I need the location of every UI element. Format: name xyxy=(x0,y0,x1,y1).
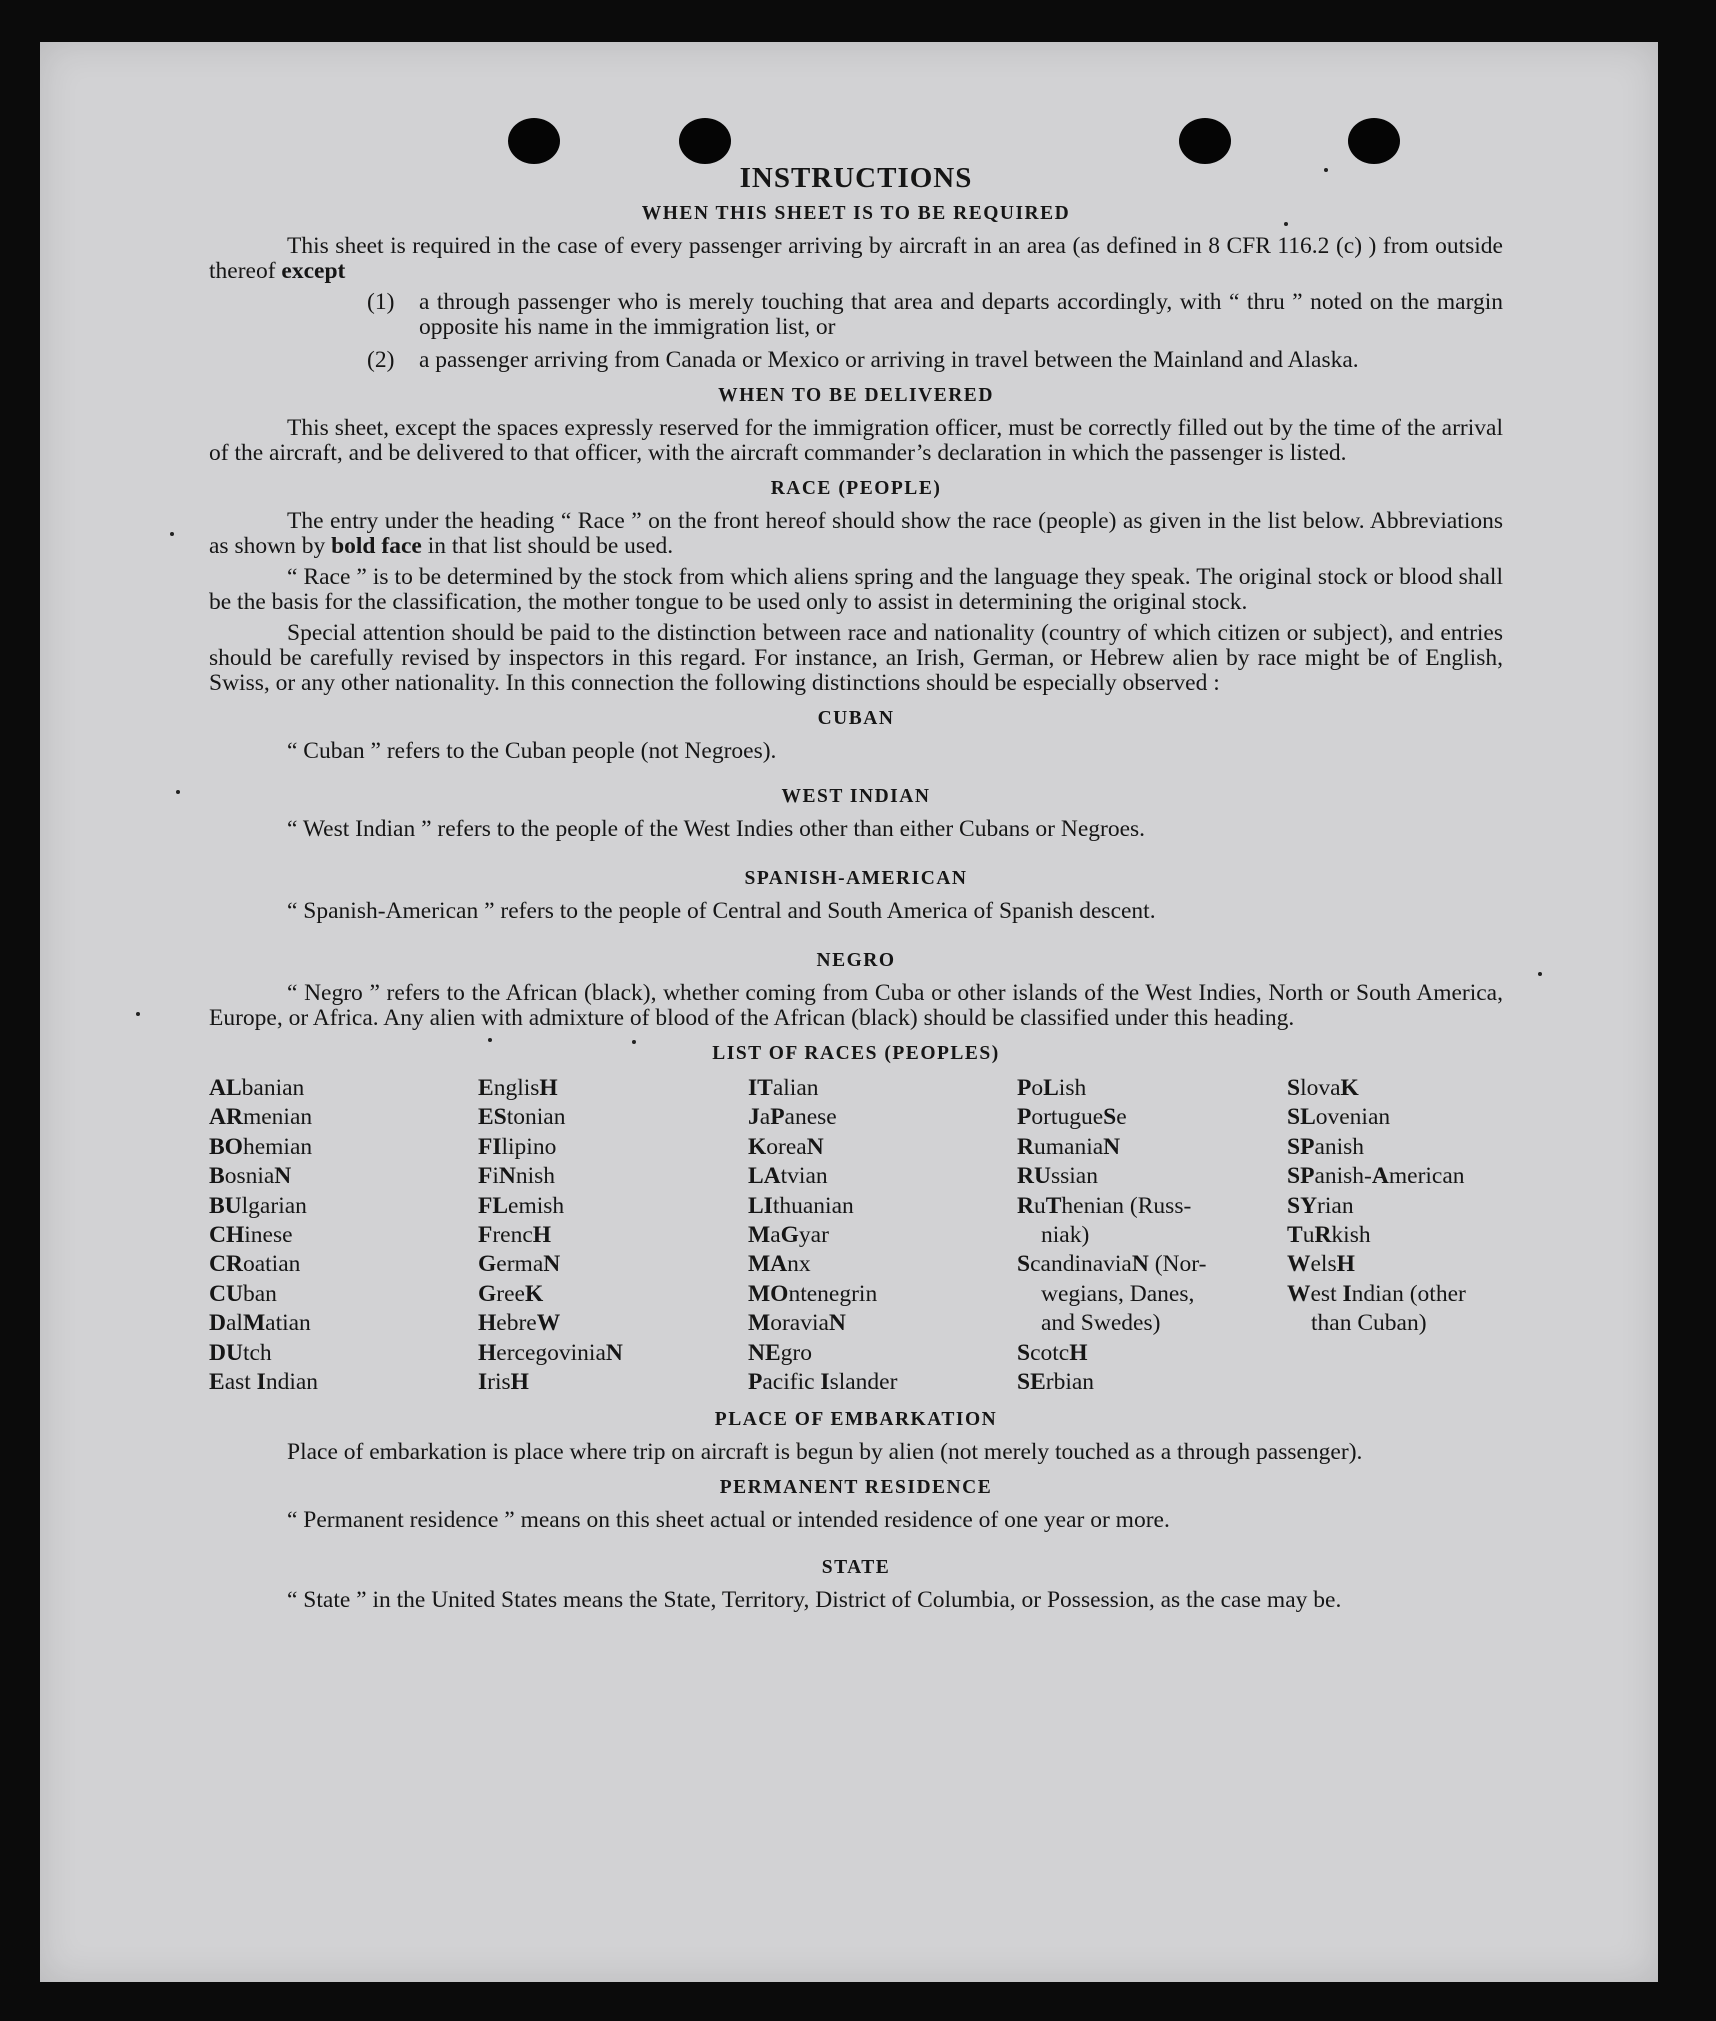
race-entry xyxy=(1017,1162,1287,1191)
race-text: wegians, Danes, xyxy=(1041,1280,1195,1307)
race-abbreviation: BO xyxy=(209,1133,243,1160)
race-entry xyxy=(478,1309,748,1338)
race-entry xyxy=(209,1074,478,1103)
race-entry xyxy=(1287,1250,1503,1279)
race-text: rian xyxy=(1317,1192,1354,1219)
race-text: kish xyxy=(1331,1222,1371,1249)
race-entry xyxy=(748,1250,1017,1279)
race-abbreviation: H xyxy=(532,1222,552,1249)
race-entry xyxy=(748,1221,1017,1250)
race-text: ntenegrin xyxy=(788,1280,878,1307)
race-abbreviation: W xyxy=(1287,1251,1311,1278)
race-entry xyxy=(1287,1103,1503,1132)
race-entry xyxy=(1017,1250,1287,1279)
race-text: and Swedes) xyxy=(1041,1310,1161,1337)
race-entry xyxy=(1287,1162,1503,1191)
intro-except: except xyxy=(281,258,346,284)
race-abbreviation: N xyxy=(274,1163,292,1190)
race-text: est xyxy=(1310,1280,1343,1307)
heading-list-of-races: LIST OF RACES (PEOPLES) xyxy=(712,1043,1000,1064)
instructions-content xyxy=(209,162,1503,1619)
race-text: ndian (other xyxy=(1351,1280,1466,1307)
race-text: nglis xyxy=(493,1075,540,1101)
race-entry xyxy=(748,1192,1017,1221)
when-required-intro xyxy=(209,234,1503,284)
race-abbreviation: G xyxy=(478,1280,497,1307)
race-text: a xyxy=(770,1222,781,1249)
race-text: ssian xyxy=(1050,1163,1098,1190)
race-abbreviation: H xyxy=(478,1310,497,1337)
race-abbreviation: N xyxy=(1131,1251,1149,1278)
race-abbreviation: M xyxy=(748,1310,771,1337)
race-abbreviation: T xyxy=(1287,1222,1303,1249)
race-text: ree xyxy=(496,1280,525,1307)
race-abbreviation: K xyxy=(748,1133,767,1160)
race-text: u xyxy=(1302,1222,1315,1249)
race-text: oatian xyxy=(242,1251,301,1278)
race-text: a xyxy=(759,1104,771,1131)
race-abbreviation: ES xyxy=(478,1104,507,1131)
race-abbreviation: W xyxy=(1287,1280,1311,1307)
west-indian-text: “ West Indian ” refers to the people of the West Indies other than either Cubans or Negroes. xyxy=(287,816,1146,842)
race-text: slander xyxy=(829,1369,898,1396)
race-text: rbian xyxy=(1045,1369,1095,1396)
race-entry xyxy=(1017,1309,1287,1338)
race-abbreviation: E xyxy=(209,1369,225,1396)
race-entry xyxy=(478,1221,748,1250)
race-abbreviation: N xyxy=(498,1163,516,1190)
race-text: ortugue xyxy=(1031,1104,1104,1131)
race-text: The entry under the heading “ Race ” on the front hereof should show the race (people) as given in the list below. Abbreviations as shown by xyxy=(209,508,1503,559)
race-abbreviation: F xyxy=(478,1163,493,1190)
race-text: i xyxy=(492,1163,499,1190)
race-abbreviation: SP xyxy=(1287,1133,1315,1160)
race-abbreviation: P xyxy=(770,1104,785,1131)
heading-cuban: CUBAN xyxy=(817,708,895,729)
race-abbreviation: P xyxy=(1017,1075,1032,1101)
race-abbreviation: G xyxy=(478,1251,497,1278)
race-text: osnia xyxy=(224,1163,275,1190)
state-text: “ State ” in the United States means the State, Territory, District of Columbia, or Possession, as the case may be. xyxy=(287,1587,1342,1614)
race-text: ris xyxy=(487,1369,511,1396)
heading-spanish-american: SPANISH-AMERICAN xyxy=(744,868,968,889)
race-abbreviation: J xyxy=(748,1104,760,1131)
race-text: gro xyxy=(780,1339,812,1366)
race-abbreviation: S xyxy=(1017,1339,1031,1366)
speck xyxy=(1538,972,1542,976)
race-entry xyxy=(209,1221,478,1250)
race-text: tvian xyxy=(780,1163,828,1190)
heading-state: STATE xyxy=(821,1557,891,1579)
embarkation-text: Place of embarkation is place where trip on aircraft is begun by alien (not merely touched as a through passenger). xyxy=(287,1439,1363,1466)
race-abbreviation: H xyxy=(1069,1339,1088,1366)
race-text: orea xyxy=(766,1133,807,1160)
race-abbreviation: IT xyxy=(748,1075,773,1101)
race-text: al xyxy=(225,1310,243,1337)
race-text: ast xyxy=(224,1369,257,1396)
race-paragraph: “ Race ” is to be determined by the stock from which aliens spring and the language they speak. The original stock or blood shall be the basis for the classification, the mother tongue to be used only to assist in determining the original stock. xyxy=(209,564,1503,615)
race-entry xyxy=(478,1368,748,1397)
race-abbreviation: SE xyxy=(1017,1369,1046,1396)
exception-item xyxy=(209,290,1503,340)
race-abbreviation: W xyxy=(536,1310,561,1337)
race-text: ish xyxy=(1058,1075,1087,1101)
race-column xyxy=(1017,1074,1287,1397)
race-abbreviation: D xyxy=(209,1310,226,1337)
race-abbreviation: NE xyxy=(748,1339,781,1366)
race-entry xyxy=(748,1133,1017,1162)
race-text: ercegovinia xyxy=(496,1339,606,1366)
race-abbreviation: I xyxy=(478,1369,488,1396)
race-abbreviation: R xyxy=(1314,1222,1332,1249)
race-text: ovenian xyxy=(1315,1104,1391,1131)
race-text: (Nor- xyxy=(1148,1251,1207,1278)
race-entry xyxy=(478,1250,748,1279)
race-entry xyxy=(209,1339,478,1368)
race-abbreviation: H xyxy=(539,1075,558,1101)
race-abbreviation: FL xyxy=(478,1192,509,1219)
race-entry xyxy=(1017,1221,1287,1250)
race-abbreviation: S xyxy=(1017,1251,1031,1278)
cuban-text: “ Cuban ” refers to the Cuban people (not Negroes). xyxy=(287,738,777,764)
race-entry xyxy=(478,1162,748,1191)
race-entry xyxy=(748,1074,1017,1103)
race-abbreviation: MO xyxy=(748,1280,789,1307)
race-text: lipino xyxy=(501,1133,557,1160)
item-text: a passenger arriving from Canada or Mexico or arriving in travel between the Mainland and Alaska. xyxy=(419,347,1359,373)
race-abbreviation: N xyxy=(828,1310,846,1337)
heading-embarkation: PLACE OF EMBARKATION xyxy=(714,1409,998,1431)
race-paragraph: Special attention should be paid to the distinction between race and nationality (country of which citizen or subject), and entries should be carefully revised by inspectors in this regard. For instance, an Irish, German, or Hebrew alien by race might be of English, Swiss, or any other nationality. In this connection the following distinctions should be especially observed : xyxy=(209,620,1503,696)
race-text: umania xyxy=(1033,1133,1104,1160)
race-entry xyxy=(1017,1133,1287,1162)
heading-residence: PERMANENT RESIDENCE xyxy=(719,1477,993,1499)
punch-hole xyxy=(679,118,731,164)
race-entry xyxy=(1017,1368,1287,1397)
race-abbreviation: N xyxy=(1103,1133,1121,1160)
race-entry xyxy=(748,1280,1017,1309)
race-text: in that list should be used. xyxy=(421,533,674,559)
race-entry xyxy=(478,1103,748,1132)
race-entry xyxy=(209,1103,478,1132)
exception-item xyxy=(209,348,1503,373)
heading-when-required: WHEN THIS SHEET IS TO BE REQUIRED xyxy=(641,203,1071,224)
race-text: inese xyxy=(244,1222,293,1249)
race-text: nx xyxy=(787,1251,811,1278)
race-paragraph xyxy=(209,509,1503,559)
race-entry xyxy=(1017,1103,1287,1132)
race-text: ebre xyxy=(496,1310,537,1337)
heading-race: RACE (PEOPLE) xyxy=(770,478,942,499)
race-text: yar xyxy=(798,1222,829,1249)
race-entry xyxy=(209,1250,478,1279)
speck xyxy=(170,532,174,536)
race-column xyxy=(209,1074,478,1397)
residence-text: “ Permanent residence ” means on this sheet actual or intended residence of one year or more. xyxy=(287,1507,1170,1534)
race-abbreviation: M xyxy=(242,1310,266,1337)
race-text: banian xyxy=(241,1075,305,1101)
race-text: alian xyxy=(772,1075,819,1101)
race-abbreviation: I xyxy=(820,1369,830,1396)
race-abbreviation: R xyxy=(1017,1133,1034,1160)
race-entry xyxy=(478,1074,748,1103)
heading-when-delivered: WHEN TO BE DELIVERED xyxy=(718,385,994,406)
race-abbreviation: CH xyxy=(209,1222,245,1249)
race-abbreviation: AR xyxy=(209,1104,243,1131)
race-text: lgarian xyxy=(241,1192,307,1219)
page-title: INSTRUCTIONS xyxy=(739,162,973,194)
race-entry xyxy=(209,1162,478,1191)
race-text: hemian xyxy=(242,1133,313,1160)
race-abbreviation: MA xyxy=(748,1251,788,1278)
race-entry xyxy=(1017,1339,1287,1368)
race-abbreviation: S xyxy=(1103,1104,1117,1131)
heading-west-indian: WEST INDIAN xyxy=(781,786,931,807)
race-abbreviation: H xyxy=(510,1369,529,1396)
race-abbreviation: K xyxy=(1340,1075,1359,1101)
race-text: els xyxy=(1310,1251,1337,1278)
race-abbreviation: LA xyxy=(748,1163,781,1190)
race-abbreviation: S xyxy=(1287,1075,1301,1101)
race-entry xyxy=(209,1309,478,1338)
race-text: henian (Russ- xyxy=(1061,1192,1192,1219)
race-text: ndian xyxy=(265,1369,319,1396)
race-abbreviation: H xyxy=(1336,1251,1355,1278)
punch-hole xyxy=(508,118,560,164)
race-abbreviation: AL xyxy=(209,1075,242,1101)
race-entry xyxy=(1287,1221,1503,1250)
race-bold-face: bold face xyxy=(331,533,422,559)
race-abbreviation: P xyxy=(1017,1104,1032,1131)
item-text: a through passenger who is merely touching that area and departs accordingly, with “ thru ” noted on the margin opposite his name in the immigration list, or xyxy=(419,289,1503,340)
race-text: o xyxy=(1031,1075,1044,1101)
race-text: renc xyxy=(492,1222,533,1249)
race-abbreviation: I xyxy=(256,1369,266,1396)
race-text: ban xyxy=(242,1280,277,1307)
race-text: niak) xyxy=(1041,1222,1090,1249)
race-abbreviation: F xyxy=(478,1222,493,1249)
race-entry xyxy=(748,1162,1017,1191)
race-entry xyxy=(209,1192,478,1221)
race-text: anish- xyxy=(1314,1163,1372,1190)
race-abbreviation: SY xyxy=(1287,1192,1318,1219)
race-entry xyxy=(748,1309,1017,1338)
race-text: tonian xyxy=(506,1104,566,1131)
race-entry xyxy=(748,1103,1017,1132)
item-number: (2) xyxy=(367,347,395,373)
race-abbreviation: SL xyxy=(1287,1104,1316,1131)
race-abbreviation: B xyxy=(209,1163,225,1190)
race-abbreviation: N xyxy=(806,1133,824,1160)
race-text: emish xyxy=(508,1192,565,1219)
race-text: acific xyxy=(762,1369,821,1396)
race-abbreviation: K xyxy=(524,1280,544,1307)
race-entry xyxy=(1017,1074,1287,1103)
race-column xyxy=(478,1074,748,1397)
race-text: anish xyxy=(1314,1133,1365,1160)
race-text: u xyxy=(1033,1192,1046,1219)
race-text: candinavia xyxy=(1030,1251,1132,1278)
speck xyxy=(136,1012,140,1016)
race-text: oravia xyxy=(770,1310,829,1337)
item-number: (1) xyxy=(367,289,395,315)
race-text: than Cuban) xyxy=(1311,1310,1427,1337)
race-entry xyxy=(1287,1309,1503,1338)
race-abbreviation: I xyxy=(1342,1280,1352,1307)
race-text: anese xyxy=(784,1104,837,1131)
race-entry xyxy=(748,1368,1017,1397)
race-text: e xyxy=(1116,1104,1127,1131)
punch-hole xyxy=(1179,118,1231,164)
race-abbreviation: P xyxy=(748,1369,763,1396)
race-abbreviation: R xyxy=(1017,1192,1034,1219)
race-abbreviation: CU xyxy=(209,1280,243,1307)
race-entry xyxy=(1287,1192,1503,1221)
race-abbreviation: FI xyxy=(478,1133,502,1160)
race-text: cotc xyxy=(1030,1339,1070,1366)
races-table xyxy=(209,1074,1503,1397)
race-abbreviation: N xyxy=(543,1251,561,1278)
negro-text: “ Negro ” refers to the African (black), whether coming from Cuba or other islands of the West Indies, North or South America, Europe, or Africa. Any alien with admixture of blood of the African (black) should be classified under this heading. xyxy=(209,980,1503,1031)
race-abbreviation: LI xyxy=(748,1192,773,1219)
race-entry xyxy=(478,1133,748,1162)
race-column xyxy=(748,1074,1017,1397)
race-abbreviation: BU xyxy=(209,1192,242,1219)
race-text: lova xyxy=(1300,1075,1341,1101)
race-column xyxy=(1287,1074,1503,1397)
race-entry xyxy=(1287,1280,1503,1309)
race-abbreviation: L xyxy=(1043,1075,1059,1101)
race-entry xyxy=(209,1280,478,1309)
race-abbreviation: DU xyxy=(209,1339,243,1366)
race-abbreviation: T xyxy=(1045,1192,1062,1219)
race-abbreviation: H xyxy=(478,1339,497,1366)
when-delivered-text: This sheet, except the spaces expressly reserved for the immigration officer, must be correctly filled out by the time of the arrival of the aircraft, and be delivered to that officer, with the aircraft commander’s declaration in which the passenger is listed. xyxy=(209,415,1503,466)
spanish-american-text: “ Spanish-American ” refers to the people of Central and South America of Spanish descent. xyxy=(287,898,1156,924)
race-text: erma xyxy=(496,1251,544,1278)
heading-negro: NEGRO xyxy=(816,950,896,971)
race-text: atian xyxy=(265,1310,311,1337)
race-abbreviation: E xyxy=(478,1075,494,1101)
race-entry xyxy=(478,1280,748,1309)
race-entry xyxy=(1017,1280,1287,1309)
race-abbreviation: A xyxy=(1371,1163,1389,1190)
race-abbreviation: N xyxy=(605,1339,623,1366)
race-entry xyxy=(209,1133,478,1162)
race-text: nish xyxy=(515,1163,556,1190)
race-abbreviation: M xyxy=(748,1222,771,1249)
race-abbreviation: G xyxy=(780,1222,799,1249)
race-entry xyxy=(478,1339,748,1368)
race-text: tch xyxy=(242,1339,272,1366)
race-entry xyxy=(1287,1074,1503,1103)
race-entry xyxy=(1017,1192,1287,1221)
race-entry xyxy=(478,1192,748,1221)
race-abbreviation: RU xyxy=(1017,1163,1051,1190)
speck xyxy=(176,790,180,794)
race-abbreviation: CR xyxy=(209,1251,243,1278)
race-text: thuanian xyxy=(772,1192,854,1219)
intro-text: This sheet is required in the case of every passenger arriving by aircraft in an area (as defined in 8 CFR 116.2 (c) ) from outside thereof xyxy=(209,233,1503,284)
race-abbreviation: SP xyxy=(1287,1163,1315,1190)
race-entry xyxy=(1287,1133,1503,1162)
race-text: merican xyxy=(1388,1163,1465,1190)
race-text: menian xyxy=(242,1104,313,1131)
punch-hole xyxy=(1348,118,1400,164)
race-entry xyxy=(748,1339,1017,1368)
race-entry xyxy=(209,1368,478,1397)
